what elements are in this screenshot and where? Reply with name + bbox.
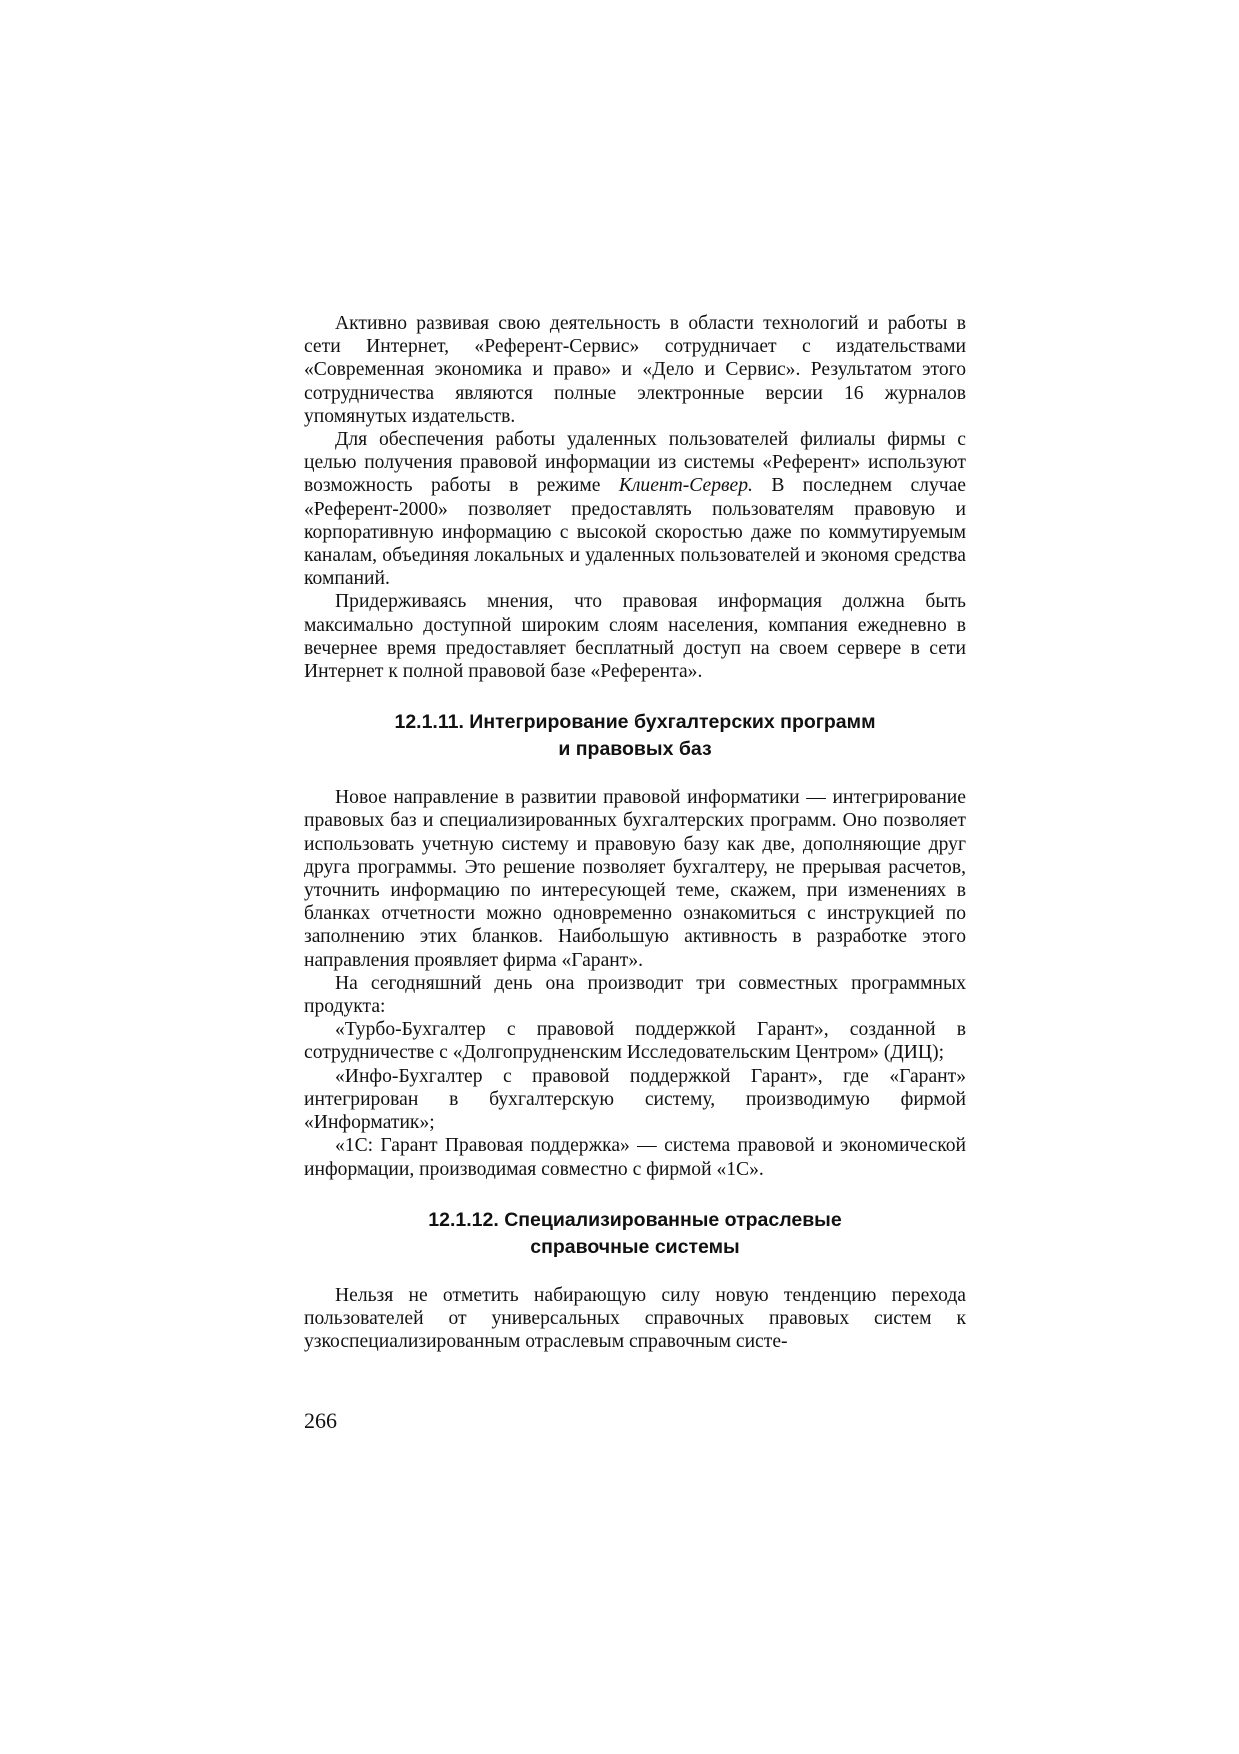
paragraph-client-server-text: Для обеспечения работы удаленных пользователей филиалы фирмы с целью получения правовой информации из системы «Референт» используют возможность работы в режиме — [304, 429, 966, 497]
paragraph-products-intro: На сегодняшний день она производит три совместных программных продукта: — [304, 972, 966, 1018]
paragraph-internet: Активно развивая свою деятельность в области технологий и работы в сети Интернет, «Референт-Сервис» сотрудничает с издательствами «Современная экономика и право» и «Дело и Сервис». Результатом этого сотрудничества являются полные электронные версии 16 журналов упомянутых издательств. — [304, 313, 966, 427]
paragraph-client-server — [304, 428, 966, 590]
client-server-term: Клиент-Сервер. — [618, 475, 753, 497]
section-heading-line: 12.1.11. Интегрирование бухгалтерских программ — [394, 711, 876, 734]
section-heading-line: справочные системы — [530, 1235, 740, 1258]
list-item-turbo-buhgalter: «Турбо-Бухгалтер с правовой поддержкой Гарант», созданной в сотрудничестве с «Долгопрудненским Исследовательским Центром» (ДИЦ); — [304, 1019, 966, 1064]
paragraph-specialized-systems: Нельзя не отметить набирающую силу новую тенденцию перехода пользователей от универсальных справочных правовых систем к узкоспециализированным отраслевым справочным систе- — [304, 1284, 966, 1353]
section-heading-12-1-11 — [304, 709, 966, 763]
section-heading-12-1-12 — [304, 1207, 966, 1261]
section-heading-line: 12.1.12. Специализированные отраслевые — [428, 1208, 842, 1231]
list-item-info-buhgalter: «Инфо-Бухгалтер с правовой поддержкой Гарант», где «Гарант» интегрирован в бухгалтерскую систему, производимую фирмой «Информатик»; — [304, 1065, 966, 1134]
paragraph-client-server-text-cont: В последнем случае «Референт-2000» позволяет предоставлять пользователям правовую и корпоративную информацию с высокой скоростью даже по коммутируемым каналам, объединяя локальных и удаленных пользователей и экономя средства компаний. — [304, 475, 966, 590]
list-item-1c-garant: «1С: Гарант Правовая поддержка» — система правовой и экономической информации, производимая совместно с фирмой «1С». — [304, 1135, 966, 1180]
page-number: 266 — [304, 1408, 337, 1433]
page-body — [304, 312, 966, 1353]
paragraph-free-access: Придерживаясь мнения, что правовая информация должна быть максимально доступной широким слоям населения, компания ежедневно в вечернее время предоставляет бесплатный доступ на своем сервере в сети Интернет к полной правовой базе «Референта». — [304, 591, 966, 683]
paragraph-integration: Новое направление в развитии правовой информатики — интегрирование правовых баз и специализированных бухгалтерских программ. Оно позволяет использовать учетную систему и правовую базу как две, дополняющие друг друга программы. Это решение позволяет бухгалтеру, не прерывая расчетов, уточнить информацию по интересующей теме, скажем, при изменениях в бланках отчетности можно одновременно ознакомиться с инструкцией по заполнению этих бланков. Наибольшую активность в разработке этого направления проявляет фирма «Гарант». — [304, 787, 966, 971]
section-heading-line: и правовых баз — [558, 738, 712, 761]
